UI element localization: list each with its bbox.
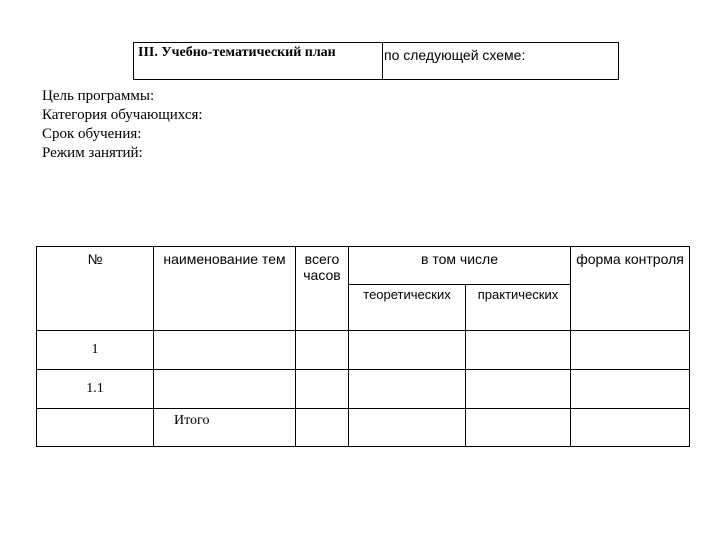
header-num: №	[37, 247, 154, 331]
header-topic: наименование тем	[154, 247, 296, 331]
table-row-total	[37, 409, 690, 447]
row-practice[interactable]	[466, 331, 571, 370]
row-control[interactable]	[571, 331, 690, 370]
row-hours-total[interactable]	[296, 331, 349, 370]
total-label: Итого	[174, 413, 210, 428]
header-including: в том числе	[349, 247, 571, 285]
section-header-box	[133, 42, 619, 80]
field-category: Категория обучающихся:	[42, 107, 203, 123]
header-practice: практических	[466, 285, 571, 331]
row-hours-total[interactable]	[296, 409, 349, 447]
table-row	[37, 331, 690, 370]
table-row	[37, 370, 690, 409]
row-hours-total[interactable]	[296, 370, 349, 409]
header-control-form: форма контроля	[571, 247, 690, 331]
header-divider	[382, 43, 383, 79]
row-topic[interactable]	[154, 370, 296, 409]
thematic-plan-table	[36, 246, 690, 447]
row-control[interactable]	[571, 370, 690, 409]
field-goal: Цель программы:	[42, 88, 155, 104]
header-hours-total: всего часов	[296, 247, 349, 331]
header-theory: теоретических	[349, 285, 466, 331]
row-theory[interactable]	[349, 331, 466, 370]
section-note: по следующей схеме:	[384, 47, 526, 63]
program-fields	[42, 87, 203, 163]
row-topic[interactable]	[154, 331, 296, 370]
row-practice[interactable]	[466, 370, 571, 409]
row-num[interactable]	[37, 409, 154, 447]
row-control[interactable]	[571, 409, 690, 447]
row-topic-total[interactable]	[154, 409, 296, 447]
field-duration: Срок обучения:	[42, 126, 142, 142]
row-num[interactable]: 1.1	[37, 370, 154, 409]
section-title: III. Учебно-тематический план	[138, 45, 336, 60]
row-theory[interactable]	[349, 409, 466, 447]
row-theory[interactable]	[349, 370, 466, 409]
row-num[interactable]: 1	[37, 331, 154, 370]
row-practice[interactable]	[466, 409, 571, 447]
field-schedule: Режим занятий:	[42, 145, 143, 161]
